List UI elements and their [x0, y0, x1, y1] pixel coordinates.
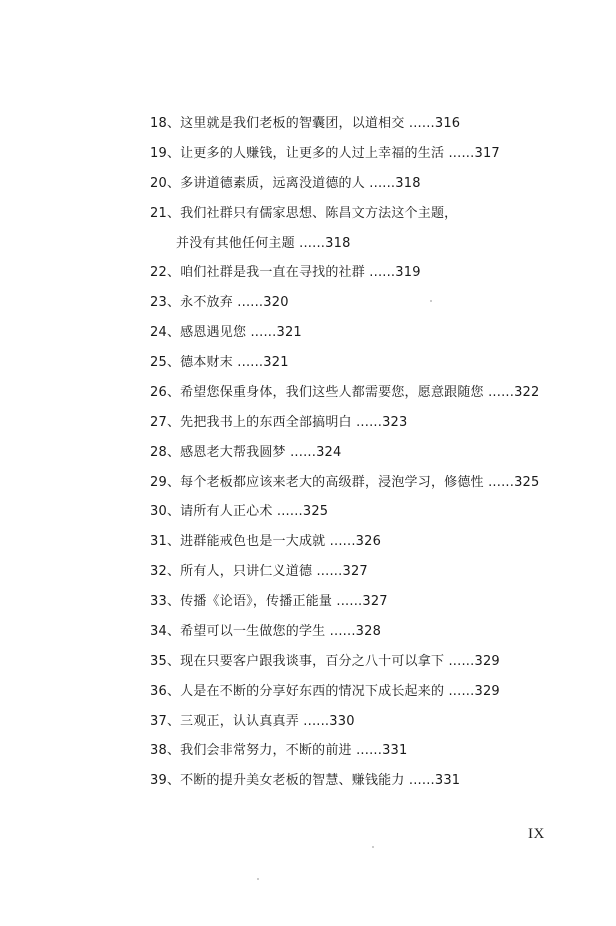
toc-entry: 34、希望可以一生做您的学生 ......328: [150, 624, 382, 639]
toc-entry: 28、感恩老大帮我圆梦 ......324: [150, 445, 342, 460]
toc-entry: 30、请所有人正心术 ......325: [150, 504, 329, 519]
toc-entry: 18、这里就是我们老板的智囊团，以道相交 ......316: [150, 116, 461, 131]
toc-entry: 32、所有人，只讲仁义道德 ......327: [150, 564, 368, 579]
scan-speck: [257, 878, 259, 880]
toc-entry: 33、传播《论语》，传播正能量 ......327: [150, 594, 388, 609]
toc-entry: 26、希望您保重身体，我们这些人都需要您，愿意跟随您 ......322: [150, 385, 540, 400]
toc-entry: 21、我们社群只有儒家思想、陈昌文方法这个主题，: [150, 206, 458, 221]
toc-entry: 29、每个老板都应该来老大的高级群，浸泡学习，修德性 ......325: [150, 475, 540, 490]
toc-entry: 23、永不放弃 ......320: [150, 295, 289, 310]
scan-speck: [430, 300, 432, 302]
scan-speck: [372, 846, 374, 848]
toc-entry: 35、现在只要客户跟我谈事，百分之八十可以拿下 ......329: [150, 654, 500, 669]
toc-entry: 38、我们会非常努力，不断的前进 ......331: [150, 743, 408, 758]
toc-entry: 22、咱们社群是我一直在寻找的社群 ......319: [150, 265, 421, 280]
toc-entry: 39、不断的提升美女老板的智慧、赚钱能力 ......331: [150, 773, 461, 788]
toc-entry: 25、德本财末 ......321: [150, 355, 289, 370]
toc-entry: 37、三观正，认认真真弄 ......330: [150, 714, 355, 729]
toc-entry-continuation: 并没有其他任何主题 ......318: [176, 236, 351, 251]
toc-entry: 20、多讲道德素质，远离没道德的人 ......318: [150, 176, 421, 191]
page-number: IX: [528, 826, 545, 842]
toc-entry: 24、感恩遇见您 ......321: [150, 325, 302, 340]
toc-entry: 36、人是在不断的分享好东西的情况下成长起来的 ......329: [150, 684, 500, 699]
toc-entry: 31、进群能戒色也是一大成就 ......326: [150, 534, 382, 549]
toc-entry: 19、让更多的人赚钱，让更多的人过上幸福的生活 ......317: [150, 146, 500, 161]
toc-entry: 27、先把我书上的东西全部搞明白 ......323: [150, 415, 408, 430]
